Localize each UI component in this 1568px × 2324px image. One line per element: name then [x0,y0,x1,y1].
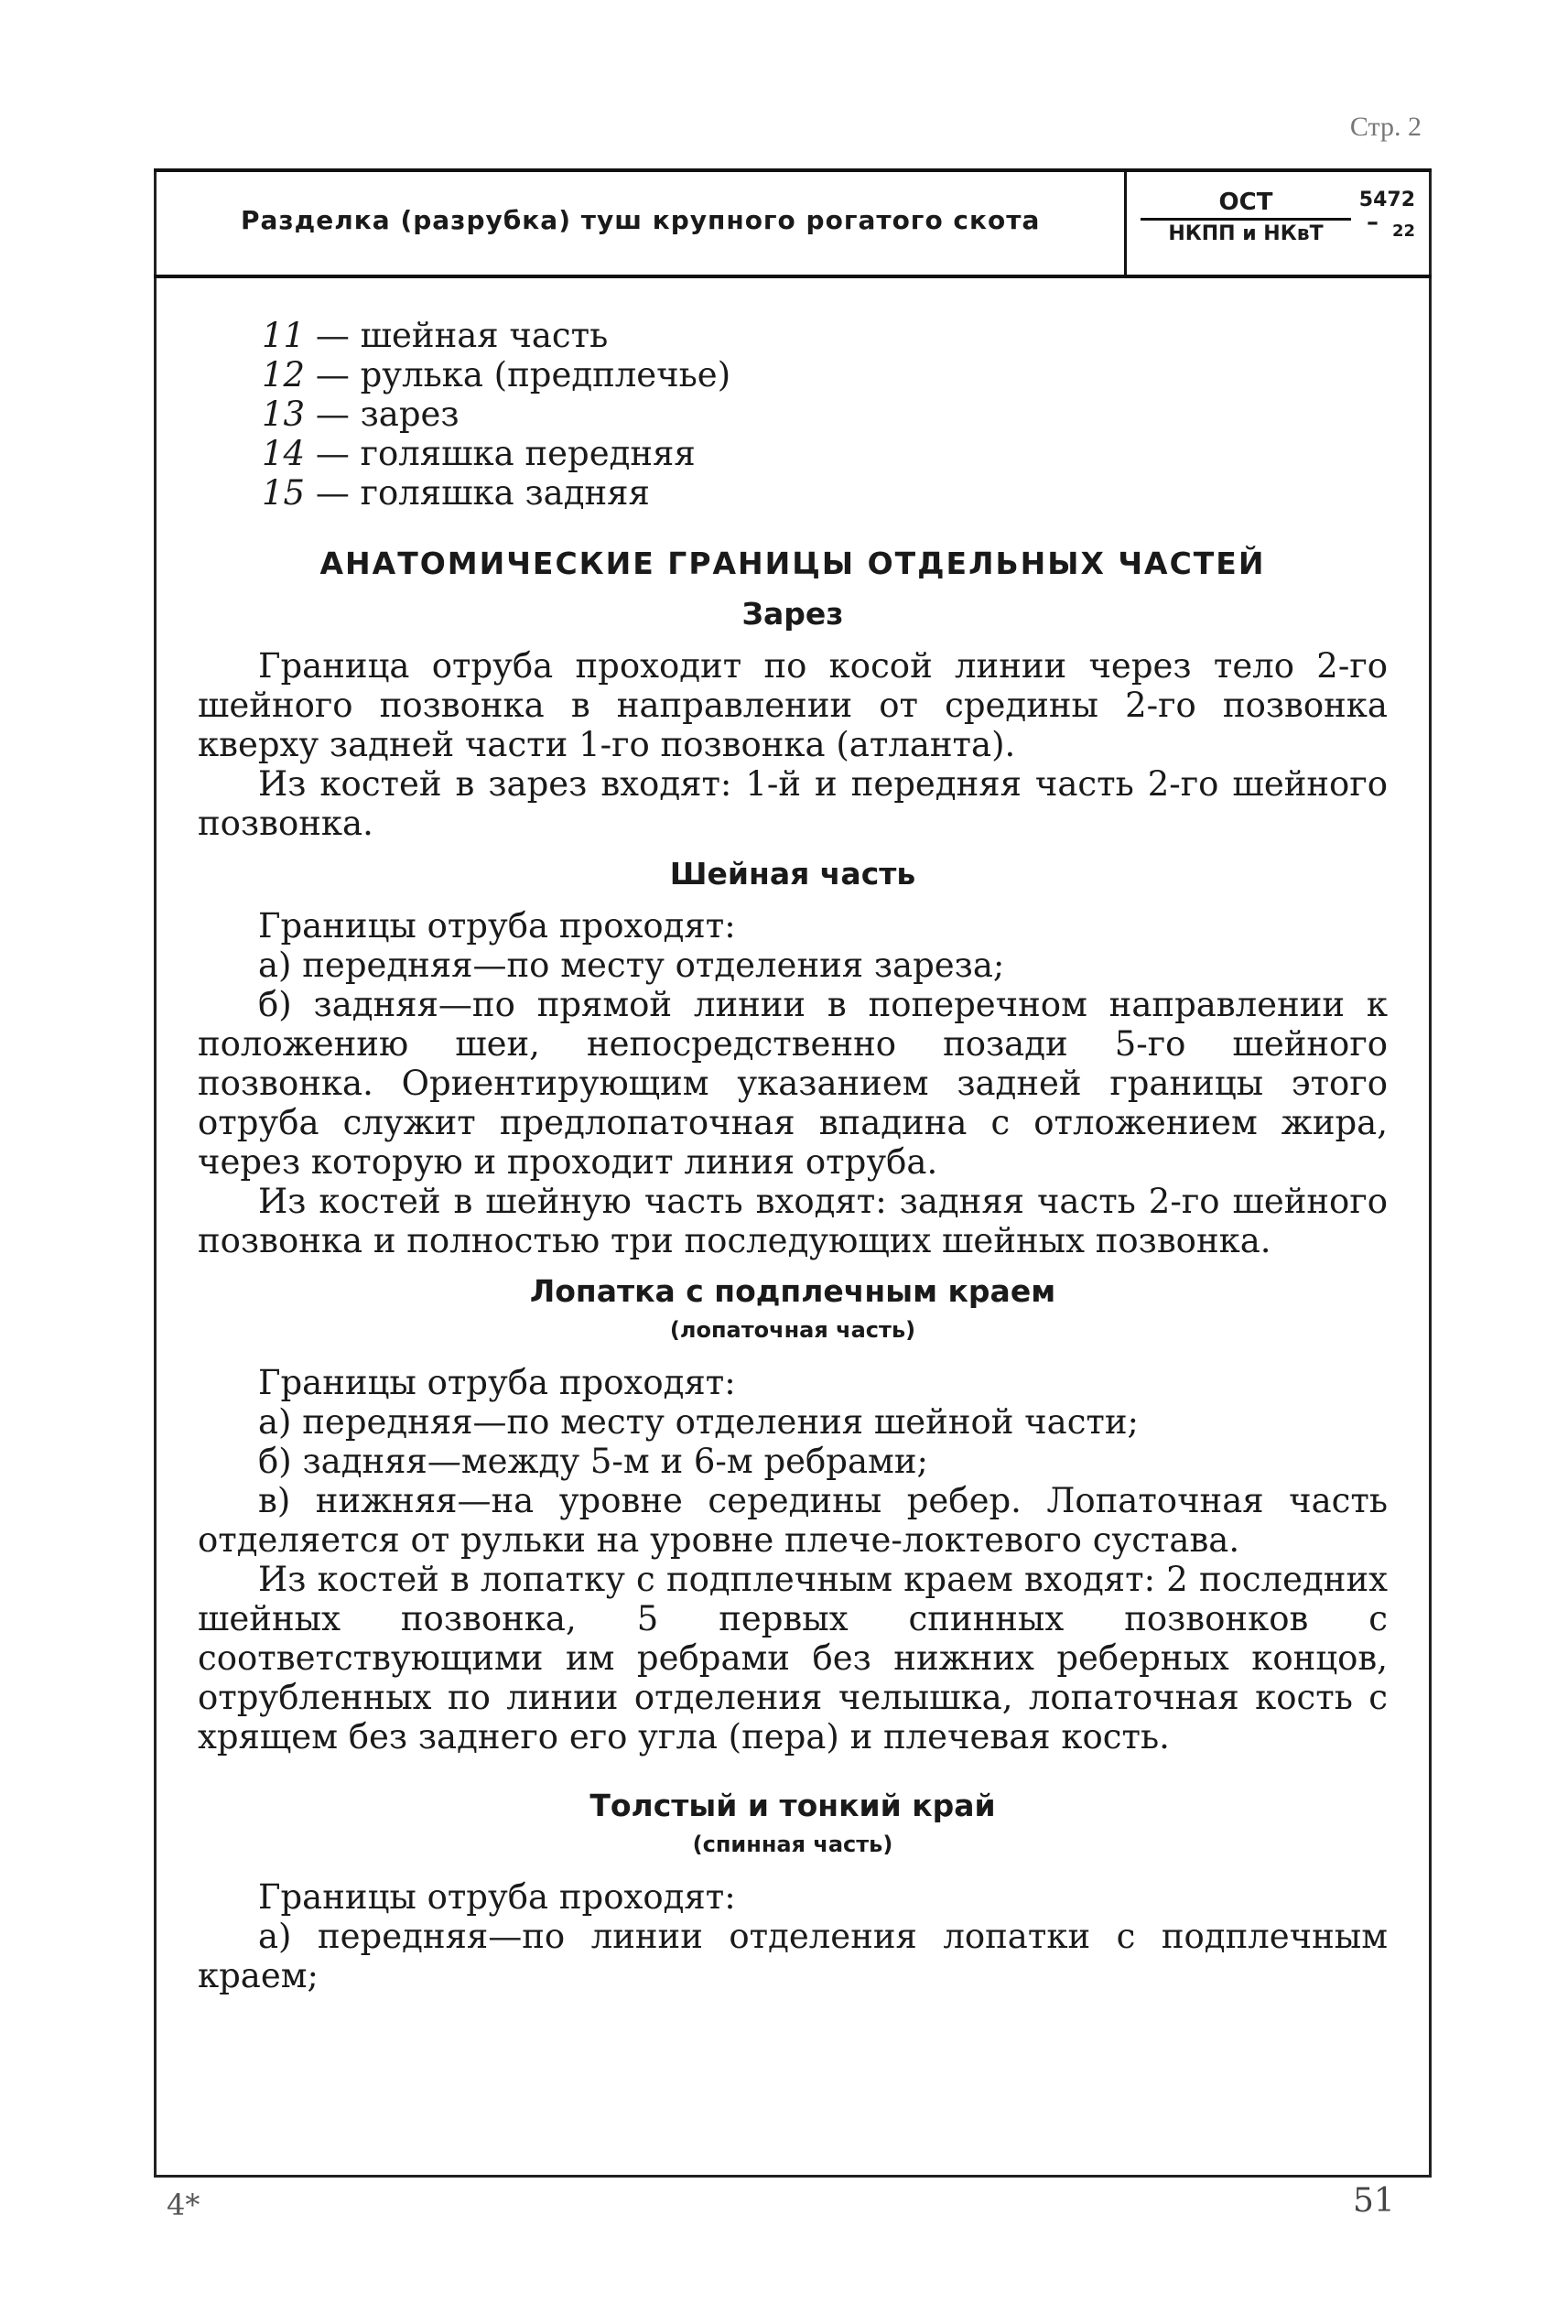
paragraph: а) передняя—по месту отделения шейной части; [258,1402,1140,1442]
footer-signature-mark: 4* [167,2188,200,2222]
code-bottom: НКПП и НКвТ [1168,222,1324,245]
sheinaya-heading: Шейная часть [669,856,916,892]
lopatka-subheading: (лопаточная часть) [669,1317,916,1343]
paragraph: Границы отруба проходят: [258,1877,736,1917]
lopatka-heading: Лопатка с подплечным краем [529,1273,1056,1309]
code-dash: – [1367,209,1379,236]
krai-heading: Толстый и тонкий край [589,1788,996,1823]
paragraph: б) задняя—по прямой линии в поперечном направлении к положению шеи, непосредственно позади 5-го шейного позвонка. Ориентирующим указанием задней границы этого отруба служит предлопаточная впадина с отложением жира, через которую и проходит линия отруба. [198,985,1388,1182]
list-item: 12 — рулька (предплечье) [262,355,731,395]
krai-subheading: (спинная часть) [692,1832,893,1857]
list-item: 15 — голяшка задняя [262,473,650,513]
page-number: 51 [1353,2182,1395,2220]
document-body [198,316,1388,1995]
paragraph: б) задняя—между 5-м и 6-м ребрами; [258,1442,928,1481]
code-sub: 22 [1391,222,1415,241]
paragraph: а) передняя—по линии отделения лопатки с подплечным краем; [198,1917,1388,1995]
standard-code [1141,189,1415,245]
zarez-heading: Зарез [741,596,844,632]
code-top: ОСТ [1141,189,1351,221]
paragraph: в) нижняя—на уровне середины ребер. Лопаточная часть отделяется от рульки на уровне плече-локтевого сустава. [198,1481,1388,1560]
paragraph: Из костей в зарез входят: 1-й и передняя часть 2-го шейного позвонка. [198,764,1388,843]
document-header [154,168,1432,278]
paragraph: а) передняя—по месту отделения зареза; [258,946,1005,985]
paragraph: Граница отруба проходит по косой линии через тело 2-го шейного позвонка в направлении от средины 2-го позвонка кверху задней части 1-го позвонка (атланта). [198,646,1388,764]
list-item: 11 — шейная часть [262,316,609,355]
paragraph: Из костей в лопатку с подплечным краем входят: 2 последних шейных позвонка, 5 первых спинных позвонков с соответствующими им ребрами без нижних реберных концов, отрубленных по линии отделения челышка, лопаточная кость с хрящем без заднего его угла (пера) и плечевая кость. [198,1560,1388,1757]
section-title: АНАТОМИЧЕСКИЕ ГРАНИЦЫ ОТДЕЛЬНЫХ ЧАСТЕЙ [319,546,1266,581]
header-title: Разделка (разрубка) туш крупного рогатого скота [241,205,1041,235]
code-number: 5472 [1358,189,1415,211]
page-label: Стр. 2 [1349,112,1422,142]
paragraph: Из костей в шейную часть входят: задняя часть 2-го шейного позвонка и полностью три последующих шейных позвонка. [198,1182,1388,1260]
list-item: 14 — голяшка передняя [262,434,696,473]
list-item: 13 — зарез [262,395,460,434]
paragraph: Границы отруба проходят: [258,1363,736,1402]
paragraph: Границы отруба проходят: [258,906,736,946]
header-divider [1124,172,1127,275]
